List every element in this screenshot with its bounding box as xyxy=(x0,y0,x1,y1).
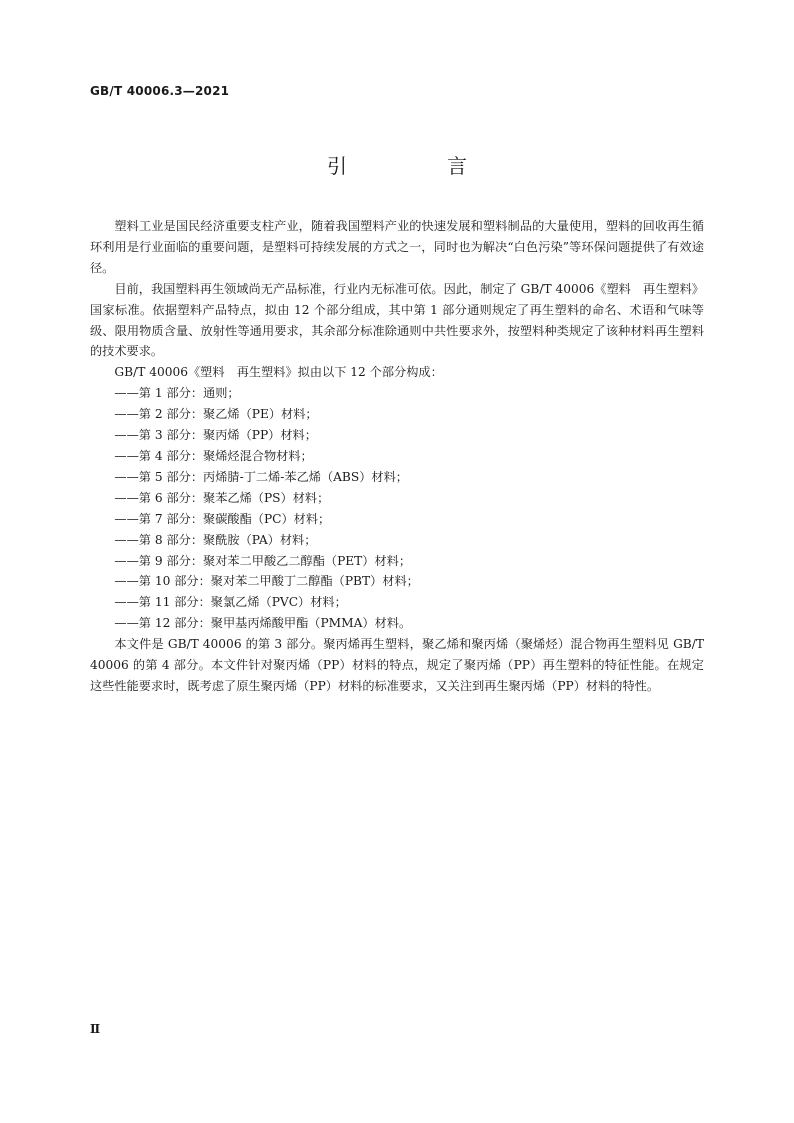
list-item: ——第 4 部分：聚烯烃混合物材料； xyxy=(114,448,313,463)
standard-code-header: GB/T 40006.3—2021 xyxy=(90,84,230,98)
page-number: Ⅱ xyxy=(90,1022,101,1036)
paragraph-parts-intro: GB/T 40006《塑料 再生塑料》拟由以下 12 个部分构成： xyxy=(114,365,443,380)
list-item: ——第 7 部分：聚碳酸酯（PC）材料； xyxy=(114,511,331,526)
list-item: ——第 2 部分：聚乙烯（PE）材料； xyxy=(114,407,318,422)
list-item: ——第 5 部分：丙烯腈-丁二烯-苯乙烯（ABS）材料； xyxy=(114,469,408,484)
list-item: ——第 11 部分：聚氯乙烯（PVC）材料； xyxy=(114,595,347,610)
list-item: ——第 12 部分：聚甲基丙烯酸甲酯（PMMA）材料。 xyxy=(114,616,412,631)
document-body xyxy=(90,216,704,697)
list-item: ——第 6 部分：聚苯乙烯（PS）材料； xyxy=(114,490,330,505)
paragraph-document-scope: 本文件是 GB/T 40006 的第 3 部分。聚丙烯再生塑料，聚乙烯和聚丙烯（聚烯烃）混合物再生塑料见 GB/T 40006 的第 4 部分。本文件针对聚丙烯（PP）材料的特点，规定了聚丙烯（PP）再生塑料的特征性能。在规定这些性能要求时，既考虑了原生聚丙烯（PP）材料的标准要求，又关注到再生聚丙烯（PP）材料的特性。 xyxy=(90,637,704,693)
parts-list xyxy=(90,383,704,634)
paragraph-current-status: 目前，我国塑料再生领域尚无产品标准，行业内无标准可依。因此，制定了 GB/T 40006《塑料 再生塑料》国家标准。依据塑料产品特点，拟由 12 个部分组成，其中第 1 部分通则规定了再生塑料的命名、术语和气味等级、限用物质含量、放射性等通用要求，其余部分标准除通则中共性要求外，按塑料种类规定了该种材料再生塑料的技术要求。 xyxy=(90,281,704,359)
list-item: ——第 1 部分：通则； xyxy=(114,386,240,401)
paragraph-introduction: 塑料工业是国民经济重要支柱产业，随着我国塑料产业的快速发展和塑料制品的大量使用，塑料的回收再生循环利用是行业面临的重要问题，是塑料可持续发展的方式之一，同时也为解决“白色污染”等环保问题提供了有效途径。 xyxy=(90,219,704,275)
list-item: ——第 9 部分：聚对苯二甲酸乙二醇酯（PET）材料； xyxy=(114,553,412,568)
list-item: ——第 3 部分：聚丙烯（PP）材料； xyxy=(114,428,317,443)
page-title: 引 言 xyxy=(327,154,507,178)
list-item: ——第 8 部分：聚酰胺（PA）材料； xyxy=(114,532,317,547)
list-item: ——第 10 部分：聚对苯二甲酸丁二醇酯（PBT）材料； xyxy=(114,574,419,589)
